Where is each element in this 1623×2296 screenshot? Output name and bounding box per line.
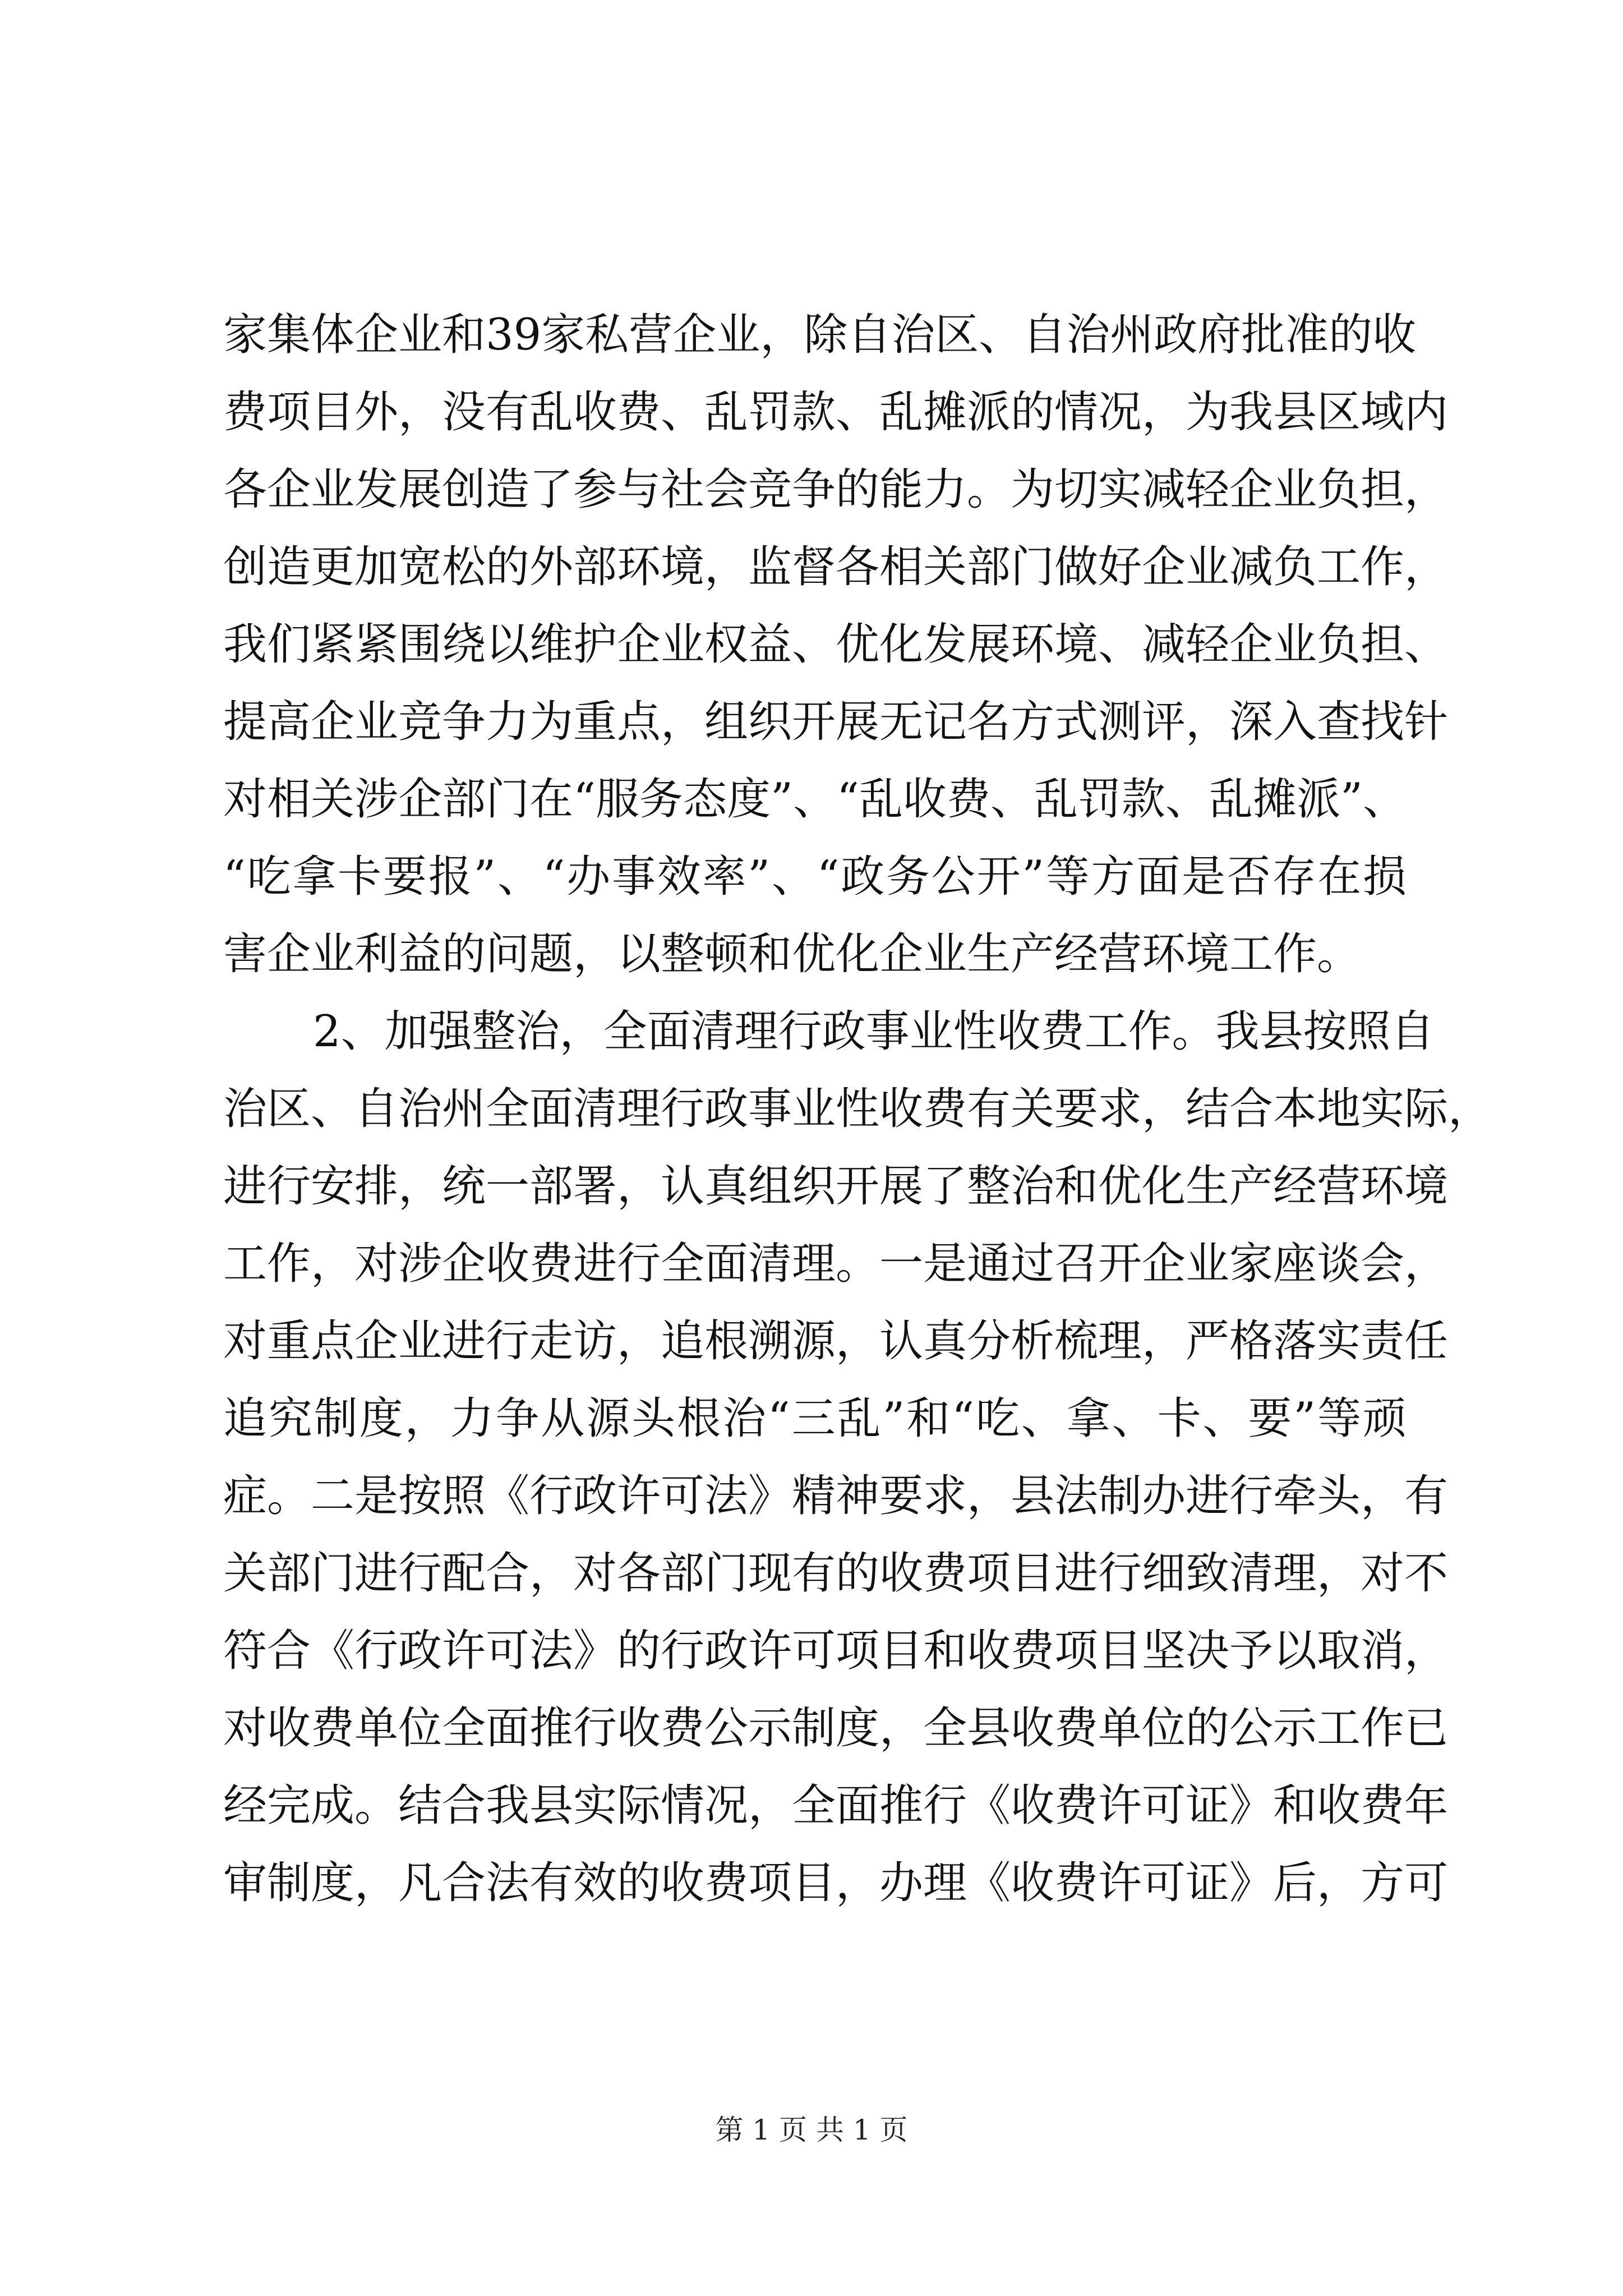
text-line: 提高企业竞争力为重点，组织开展无记名方式测评，深入查找针 [223, 697, 1449, 747]
text-line: 创造更加宽松的外部环境，监督各相关部门做好企业减负工作， [223, 542, 1449, 592]
text-line: 我们紧紧围绕以维护企业权益、优化发展环境、减轻企业负担、 [223, 619, 1449, 670]
page-number-footer: 第 1 页 共 1 页 [715, 2114, 908, 2146]
text-line: 经完成。结合我县实际情况，全面推行《收费许可证》和收费年 [223, 1780, 1449, 1831]
text-line-paragraph-end: 害企业利益的问题，以整顿和优化企业生产经营环境工作。 [223, 929, 1361, 979]
text-line: 各企业发展创造了参与社会竞争的能力。为切实减轻企业负担， [223, 464, 1449, 515]
text-line: 家集体企业和39家私营企业，除自治区、自治州政府批准的收 [223, 310, 1417, 360]
text-line: 对收费单位全面推行收费公示制度，全县收费单位的公示工作已 [223, 1703, 1449, 1754]
text-line: “吃拿卡要报”、“办事效率”、“政务公开”等方面是否存在损 [223, 852, 1407, 902]
document-body [223, 296, 1492, 1922]
text-line: 进行安排，统一部署，认真组织开展了整治和优化生产经营环境 [223, 1161, 1449, 1212]
text-line: 符合《行政许可法》的行政许可项目和收费项目坚决予以取消， [223, 1626, 1449, 1676]
text-line-paragraph-start: 2、加强整治，全面清理行政事业性收费工作。我县按照自 [313, 1006, 1435, 1057]
text-line: 对重点企业进行走访，追根溯源，认真分析梳理，严格落实责任 [223, 1316, 1449, 1366]
text-line: 对相关涉企部门在“服务态度”、“乱收费、乱罚款、乱摊派”、 [223, 774, 1407, 825]
text-line: 症。二是按照《行政许可法》精神要求，县法制办进行牵头，有 [223, 1471, 1449, 1521]
text-line: 追究制度，力争从源头根治“三乱”和“吃、拿、卡、要”等顽 [223, 1393, 1407, 1444]
text-line: 治区、自治州全面清理行政事业性收费有关要求，结合本地实际， [223, 1084, 1492, 1134]
text-line: 审制度，凡合法有效的收费项目，办理《收费许可证》后，方可 [223, 1858, 1449, 1908]
text-line: 关部门进行配合，对各部门现有的收费项目进行细致清理，对不 [223, 1548, 1449, 1599]
text-line: 费项目外，没有乱收费、乱罚款、乱摊派的情况，为我县区域内 [223, 387, 1449, 438]
text-line: 工作，对涉企收费进行全面清理。一是通过召开企业家座谈会， [223, 1239, 1449, 1289]
